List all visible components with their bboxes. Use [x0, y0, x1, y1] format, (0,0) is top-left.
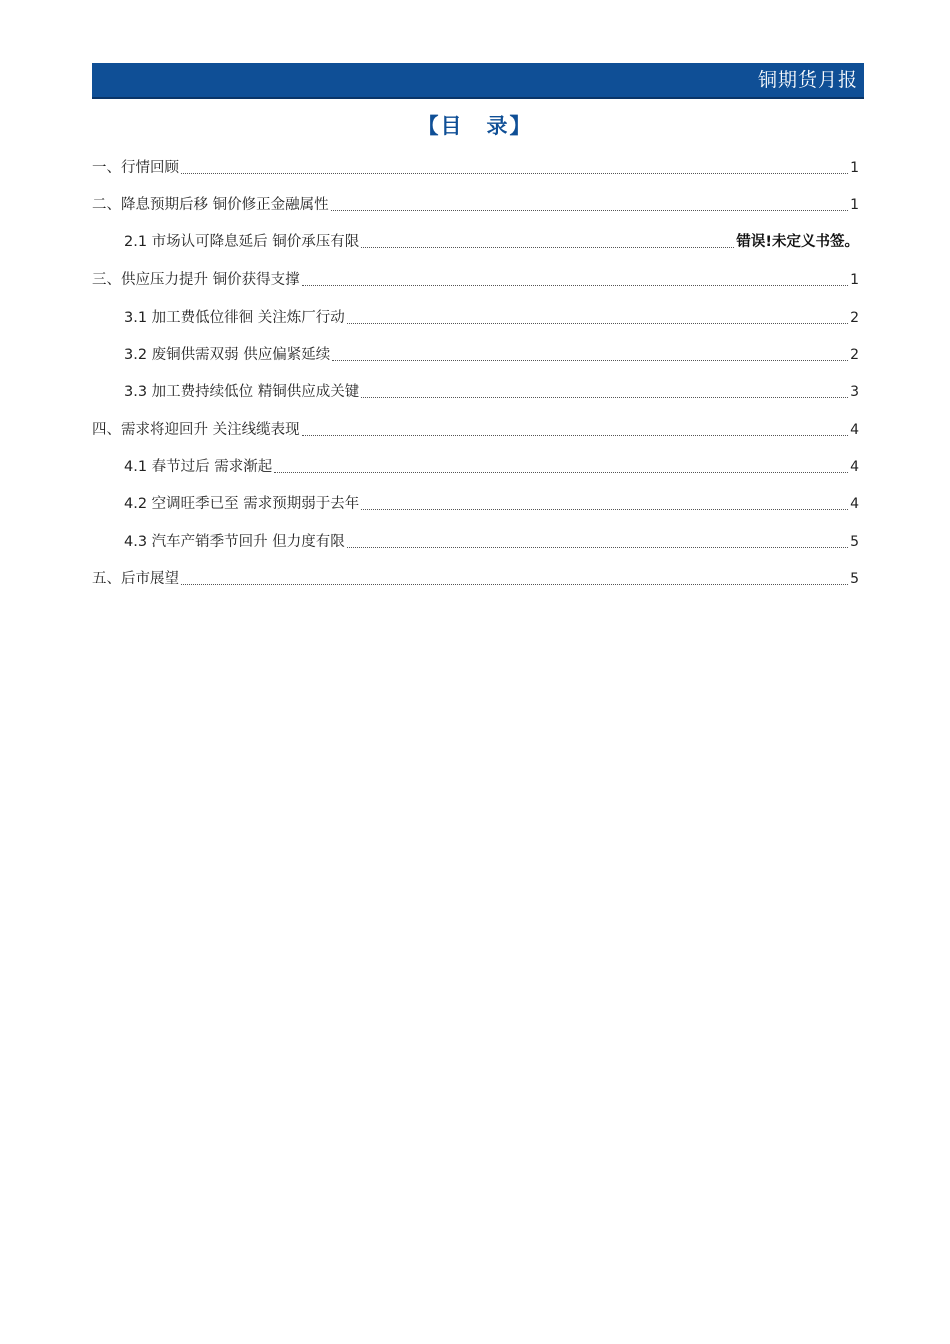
toc-dot-leader — [302, 284, 848, 286]
toc-entry-label: 二、降息预期后移 铜价修正金融属性 — [92, 197, 329, 213]
toc-dot-leader — [331, 209, 848, 211]
toc-entry-4-3[interactable] — [124, 531, 859, 553]
toc-entry-label: 3.1 加工费低位徘徊 关注炼厂行动 — [124, 310, 345, 326]
toc-entry-1[interactable] — [92, 157, 859, 179]
toc-page-number: 2 — [850, 310, 859, 326]
toc-dot-leader — [302, 434, 848, 436]
toc-entry-4[interactable] — [92, 419, 859, 441]
toc-dot-leader — [332, 359, 848, 361]
toc-page-number: 1 — [850, 197, 859, 213]
toc-entry-3[interactable] — [92, 269, 859, 291]
report-title: 铜期货月报 — [757, 69, 858, 91]
toc-entry-label: 4.1 春节过后 需求渐起 — [124, 459, 273, 475]
toc-entry-label: 3.3 加工费持续低位 精铜供应成关键 — [124, 384, 360, 400]
toc-bookmark-error: 错误!未定义书签。 — [736, 234, 859, 250]
toc-entry-label: 四、需求将迎回升 关注线缆表现 — [92, 422, 300, 438]
toc-entry-label: 2.1 市场认可降息延后 铜价承压有限 — [124, 234, 360, 250]
toc-entry-4-2[interactable] — [124, 493, 859, 515]
toc-entry-label: 一、行情回顾 — [92, 160, 179, 176]
toc-page-number: 4 — [850, 459, 859, 475]
toc-page-number: 1 — [850, 160, 859, 176]
toc-page-number: 5 — [850, 571, 859, 587]
toc-page-number: 4 — [850, 422, 859, 438]
toc-entry-label: 4.3 汽车产销季节回升 但力度有限 — [124, 534, 345, 550]
toc-page-number: 3 — [850, 384, 859, 400]
toc-entry-5[interactable] — [92, 568, 859, 590]
toc-page-number: 4 — [850, 496, 859, 512]
toc-dot-leader — [347, 322, 848, 324]
toc-entry-3-2[interactable] — [124, 344, 859, 366]
toc-page-number: 1 — [850, 272, 859, 288]
toc-page-number: 2 — [850, 347, 859, 363]
toc-page-number: 5 — [850, 534, 859, 550]
toc-entry-4-1[interactable] — [124, 456, 859, 478]
toc-entry-label: 3.2 废铜供需双弱 供应偏紧延续 — [124, 347, 331, 363]
report-header-bar — [92, 63, 864, 97]
toc-entry-label: 五、后市展望 — [92, 571, 179, 587]
toc-dot-leader — [361, 396, 848, 398]
toc-entry-label: 4.2 空调旺季已至 需求预期弱于去年 — [124, 496, 360, 512]
toc-entry-3-1[interactable] — [124, 307, 859, 329]
toc-entry-label: 三、供应压力提升 铜价获得支撑 — [92, 272, 300, 288]
toc-dot-leader — [181, 172, 848, 174]
toc-entry-2-1[interactable] — [124, 231, 859, 253]
toc-heading: 【目 录】 — [417, 114, 533, 138]
toc-dot-leader — [274, 471, 848, 473]
toc-entry-3-3[interactable] — [124, 381, 859, 403]
toc-entry-2[interactable] — [92, 194, 859, 216]
toc-dot-leader — [361, 246, 734, 248]
toc-dot-leader — [181, 583, 848, 585]
toc-dot-leader — [361, 508, 848, 510]
toc-dot-leader — [347, 546, 848, 548]
